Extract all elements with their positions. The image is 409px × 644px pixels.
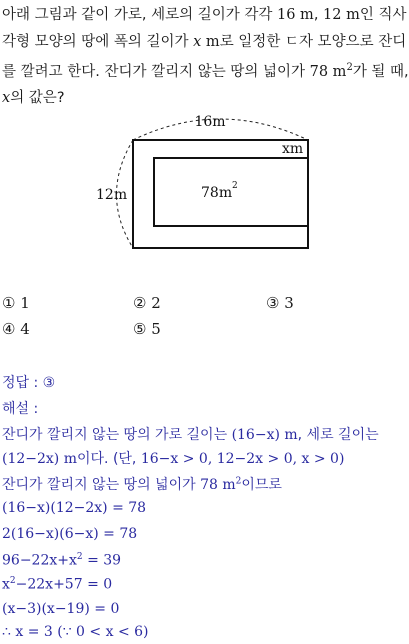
width-expression: (16−x) m: [231, 427, 298, 443]
solution-line-3: [2, 474, 398, 494]
solution-text-segment: , 세로 길이는: [297, 427, 379, 443]
height-label: 12m: [96, 187, 128, 203]
solution-text-segment: 잔디가 깔리지 않는 땅의 넓이가: [2, 477, 201, 493]
area-label-exponent: 2: [232, 181, 238, 191]
width-label: 16m: [194, 114, 226, 130]
variable-x: x: [2, 90, 11, 107]
question-text-segment: 각형 모양의 땅에 폭의 길이가: [2, 33, 194, 50]
equation-3: [2, 552, 398, 569]
final-answer: ∴ x = 3 (∵ 0 < x < 6): [2, 624, 149, 640]
area-exponent: 2: [235, 476, 242, 487]
choice-2[interactable]: ② 2: [133, 294, 161, 312]
question-text-segment: ,: [313, 7, 324, 23]
width-value: 16 m: [277, 7, 314, 23]
solution-text-segment: 잔디가 깔리지 않는 땅의 가로 길이는: [2, 427, 232, 443]
area-label: 78m: [201, 185, 233, 201]
equation-segment: 96−22x+x: [2, 552, 77, 569]
question-text-segment: 인 직사: [359, 7, 407, 23]
explanation-label: 해설 :: [2, 401, 39, 417]
equation-exponent: 2: [9, 576, 16, 586]
equation-segment: −22x+57 = 0: [15, 576, 113, 593]
question-text-segment: 를 깔려고 한다. 잔디가 깔리지 않는 땅의 넓이가: [2, 63, 310, 80]
area-value: 78 m: [200, 477, 236, 493]
area-value: 78 m: [309, 63, 347, 80]
unit-m: m: [201, 33, 220, 50]
equation-5: (x−3)(x−19) = 0: [2, 601, 120, 617]
solution-line-2: [2, 448, 398, 468]
choice-3[interactable]: ③ 3: [266, 294, 294, 312]
answer: 정답 : ③: [2, 375, 56, 391]
area-exponent: 2: [346, 62, 353, 73]
question-text-segment: 의 값은?: [10, 90, 65, 107]
rectangle-figure: [0, 0, 400, 300]
choice-4[interactable]: ④ 4: [2, 320, 30, 338]
equation-exponent: 2: [76, 552, 83, 562]
condition-expression: 16−x > 0, 12−2x > 0, x > 0): [140, 451, 345, 467]
equation-2: 2(16−x)(6−x) = 78: [2, 526, 138, 542]
choice-1[interactable]: ① 1: [2, 294, 30, 312]
choice-5[interactable]: ⑤ 5: [133, 320, 161, 338]
question-text-segment: 아래 그림과 같이 가로, 세로의 길이가 각각: [2, 7, 277, 23]
variable-x: x: [193, 33, 202, 50]
equation-1: (16−x)(12−2x) = 78: [2, 500, 147, 516]
equation-4: [2, 576, 398, 593]
height-expression: (12−2x) m: [2, 451, 77, 467]
equation-segment: x: [2, 576, 10, 593]
equation-segment: = 39: [82, 552, 122, 569]
question-text-segment: 로 일정한 ㄷ자 모양으로 잔디: [219, 33, 407, 50]
strip-width-label: xm: [282, 141, 304, 157]
solution-text-segment: 이다. (단,: [77, 451, 141, 467]
height-value: 12 m: [323, 7, 360, 23]
solution-line-1: [2, 424, 398, 444]
solution-text-segment: 이므로: [241, 477, 282, 493]
question-text-segment: 가 될 때,: [352, 63, 409, 80]
